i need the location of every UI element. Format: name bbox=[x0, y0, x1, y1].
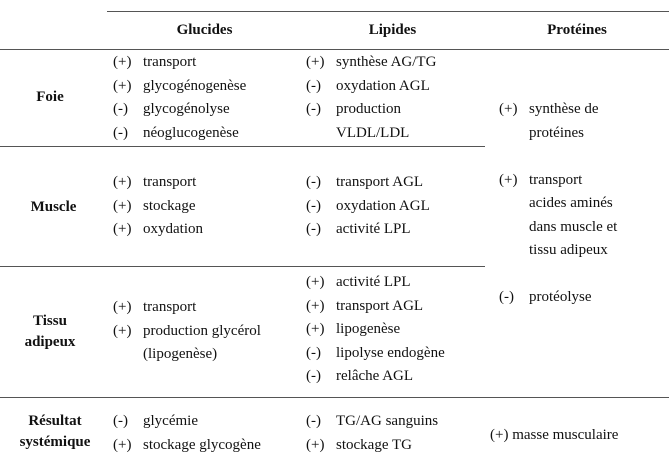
tissu-resultat-rule bbox=[0, 397, 669, 398]
muscle-glucides-list bbox=[113, 171, 203, 242]
list-item: (+) glycogénogenèse bbox=[113, 77, 247, 94]
list-item: dans muscle et bbox=[529, 218, 618, 235]
row-header-foie: Foie bbox=[36, 89, 64, 105]
proteines-list bbox=[499, 98, 617, 310]
list-item: (+) transport bbox=[113, 174, 197, 190]
row-header-resultat-systemique: Résultat systémique bbox=[19, 413, 91, 450]
list-item bbox=[499, 145, 617, 169]
foie-lipides-list bbox=[306, 51, 436, 145]
muscle-lipides-list bbox=[306, 171, 430, 242]
list-item: (-) relâche AGL bbox=[306, 368, 414, 384]
tissu-lipides-list bbox=[306, 271, 445, 389]
header-proteines: Protéines bbox=[547, 22, 607, 38]
list-item: (lipogenèse) bbox=[143, 346, 218, 362]
top-rule bbox=[107, 11, 669, 12]
list-item: protéines bbox=[529, 124, 584, 141]
header-lipides: Lipides bbox=[368, 22, 417, 38]
list-item: (-) lipolyse endogène bbox=[306, 344, 445, 361]
list-item bbox=[499, 263, 617, 287]
list-item: (+) transport bbox=[113, 54, 197, 70]
list-item: (-) transport AGL bbox=[306, 174, 424, 190]
list-item: (+) transport bbox=[499, 171, 583, 188]
foie-glucides-list bbox=[113, 51, 246, 145]
list-item: (+) stockage bbox=[113, 197, 196, 214]
list-item: (-) oxydation AGL bbox=[306, 77, 430, 94]
resultat-glucides-list bbox=[113, 410, 261, 457]
list-item: (+) stockage glycogène bbox=[113, 436, 261, 453]
list-item: (-) protéolyse bbox=[499, 289, 592, 305]
list-item: (-) activité LPL bbox=[306, 221, 411, 237]
resultat-lipides-list bbox=[306, 410, 438, 457]
list-item: (+) transport bbox=[113, 299, 197, 315]
row-header-muscle: Muscle bbox=[30, 199, 77, 215]
list-item: (+) production glycérol bbox=[113, 322, 261, 339]
list-item: (+) activité LPL bbox=[306, 274, 411, 290]
list-item: (+) lipogenèse bbox=[306, 321, 401, 337]
tissu-glucides-list bbox=[113, 296, 261, 367]
list-item: (-) néoglucogenèse bbox=[113, 124, 239, 141]
resultat-proteines: (+) masse musculaire bbox=[490, 427, 619, 443]
foie-muscle-rule bbox=[0, 146, 485, 147]
list-item: (+) stockage TG bbox=[306, 436, 412, 453]
list-item: (+) synthèse de bbox=[499, 101, 599, 117]
list-item: (+) synthèse AG/TG bbox=[306, 54, 437, 70]
list-item: (-) production bbox=[306, 101, 401, 117]
muscle-tissu-rule bbox=[0, 266, 485, 267]
list-item: acides aminés bbox=[529, 195, 613, 211]
list-item: (+) transport AGL bbox=[306, 297, 424, 314]
list-item: (-) glycogénolyse bbox=[113, 101, 230, 117]
list-item: tissu adipeux bbox=[529, 242, 608, 258]
list-item: (-) glycémie bbox=[113, 413, 198, 429]
list-item: VLDL/LDL bbox=[336, 124, 410, 141]
list-item: (-) oxydation AGL bbox=[306, 197, 430, 214]
header-glucides: Glucides bbox=[176, 22, 233, 38]
row-header-tissu-adipeux: Tissu adipeux bbox=[24, 313, 76, 350]
list-item: (+) oxydation bbox=[113, 221, 203, 237]
header-rule bbox=[0, 49, 669, 50]
list-item: (-) TG/AG sanguins bbox=[306, 413, 439, 429]
